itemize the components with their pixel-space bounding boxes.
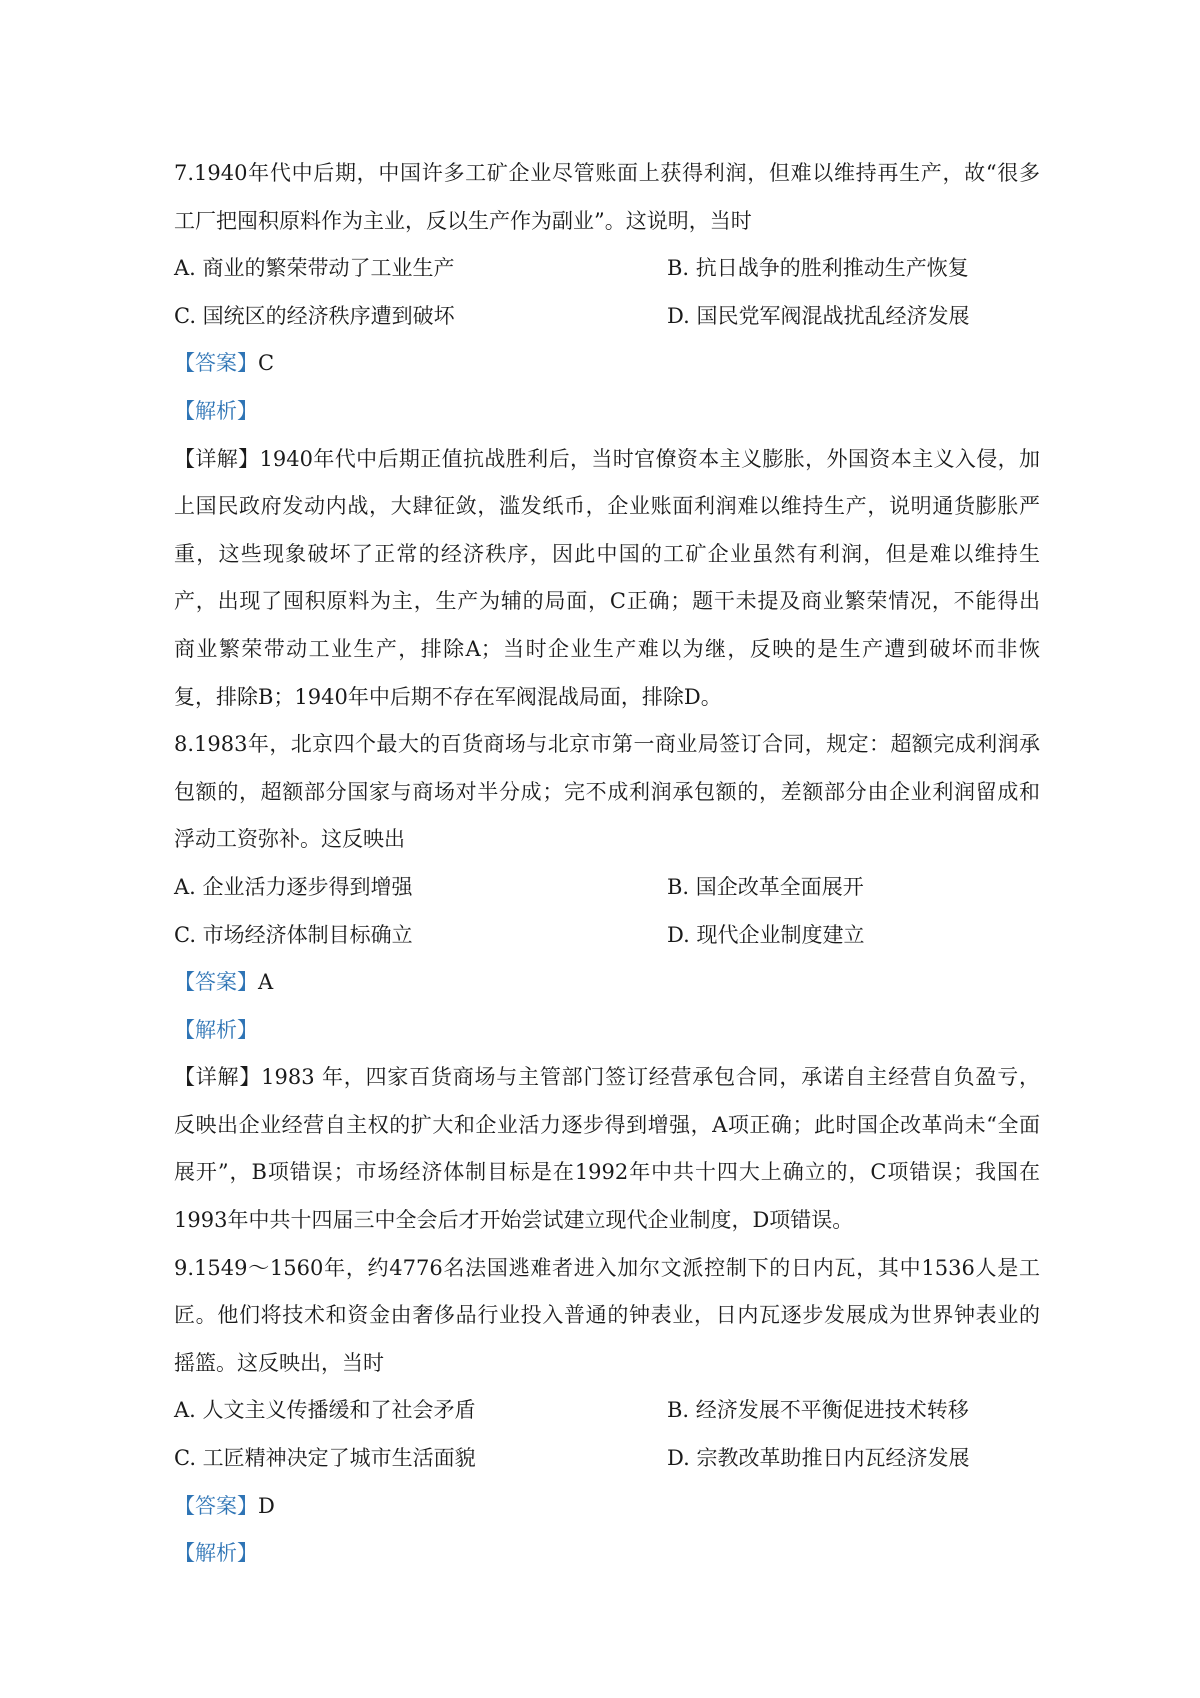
detail-line: 商业繁荣带动工业生产，排除A；当时企业生产难以为继，反映的是生产遭到破坏而非恢	[174, 636, 1040, 661]
option-row	[174, 864, 1040, 912]
detail-line	[174, 1054, 1040, 1102]
option-row	[174, 293, 1040, 341]
answer-tag: 【答案】	[174, 1493, 258, 1518]
answer-line	[174, 340, 1040, 388]
question-stem-line: 7.1940年代中后期，中国许多工矿企业尽管账面上获得利润，但难以维持再生产，故“很多	[174, 161, 1040, 185]
question-stem-line: 包额的，超额部分国家与商场对半分成；完不成利润承包额的，差额部分由企业利润留成和	[174, 779, 1040, 804]
option-row	[174, 1435, 1040, 1483]
option-c: C. 市场经济体制目标确立	[174, 922, 413, 947]
option-a: A. 企业活力逐步得到增强	[174, 874, 413, 899]
option-row	[174, 912, 1040, 960]
question-8	[174, 721, 1040, 1245]
option-c: C. 国统区的经济秩序遭到破坏	[174, 303, 455, 328]
detail-line: 上国民政府发动内战，大肆征敛，滥发纸币，企业账面利润难以维持生产，说明通货膨胀严	[174, 494, 1040, 519]
detail-line: 1993年中共十四届三中全会后才开始尝试建立现代企业制度，D项错误。	[174, 1208, 854, 1233]
question-stem-line: 9.1549～1560年，约4776名法国逃难者进入加尔文派控制下的日内瓦，其中1536人是工	[174, 1255, 1040, 1280]
answer-line	[174, 959, 1040, 1007]
option-d: D. 国民党军阀混战扰乱经济发展	[667, 303, 970, 328]
detail-tag: 【详解】	[174, 1065, 262, 1090]
question-stem-line: 工厂把囤积原料作为主业，反以生产作为副业”。这说明，当时	[174, 208, 752, 233]
option-a: A. 商业的繁荣带动了工业生产	[174, 256, 455, 281]
analysis-line	[174, 1530, 1040, 1578]
answer-value: D	[258, 1493, 275, 1518]
analysis-line	[174, 388, 1040, 436]
answer-value: A	[258, 970, 274, 995]
option-b: B. 国企改革全面展开	[667, 874, 864, 899]
question-stem-line: 浮动工资弥补。这反映出	[174, 827, 405, 852]
page-content	[174, 150, 1040, 1578]
question-7	[174, 150, 1040, 721]
detail-text: 1983 年，四家百货商场与主管部门签订经营承包合同，承诺自主经营自负盈亏，	[261, 1065, 1040, 1090]
detail-text: 1940年代中后期正值抗战胜利后，当时官僚资本主义膨胀，外国资本主义入侵，加	[259, 446, 1040, 471]
detail-line	[174, 436, 1040, 484]
analysis-tag: 【解析】	[174, 1017, 258, 1042]
detail-line: 重，这些现象破坏了正常的经济秩序，因此中国的工矿企业虽然有利润，但是难以维持生	[174, 541, 1040, 566]
detail-line: 展开”，B项错误；市场经济体制目标是在1992年中共十四大上确立的，C项错误；我国在	[174, 1160, 1040, 1185]
option-d: D. 宗教改革助推日内瓦经济发展	[667, 1446, 970, 1471]
option-b: B. 经济发展不平衡促进技术转移	[667, 1398, 969, 1423]
analysis-tag: 【解析】	[174, 398, 258, 423]
option-d: D. 现代企业制度建立	[667, 922, 865, 947]
option-row	[174, 1387, 1040, 1435]
question-stem-line: 匠。他们将技术和资金由奢侈品行业投入普通的钟表业，日内瓦逐步发展成为世界钟表业的	[174, 1303, 1040, 1328]
option-a: A. 人文主义传播缓和了社会矛盾	[174, 1398, 476, 1423]
answer-line	[174, 1483, 1040, 1531]
answer-tag: 【答案】	[174, 351, 258, 376]
question-9	[174, 1245, 1040, 1578]
question-stem-line: 8.1983年，北京四个最大的百货商场与北京市第一商业局签订合同，规定：超额完成利润承	[174, 732, 1040, 757]
detail-line: 反映出企业经营自主权的扩大和企业活力逐步得到增强，A项正确；此时国企改革尚未“全面	[174, 1112, 1040, 1137]
detail-line: 产，出现了囤积原料为主，生产为辅的局面，C正确；题干未提及商业繁荣情况，不能得出	[174, 589, 1040, 614]
detail-line: 复，排除B；1940年中后期不存在军阀混战局面，排除D。	[174, 684, 722, 709]
analysis-tag: 【解析】	[174, 1541, 258, 1566]
answer-tag: 【答案】	[174, 970, 258, 995]
option-b: B. 抗日战争的胜利推动生产恢复	[667, 256, 969, 281]
question-stem-line: 摇篮。这反映出，当时	[174, 1350, 384, 1375]
detail-tag: 【详解】	[174, 446, 260, 471]
option-c: C. 工匠精神决定了城市生活面貌	[174, 1446, 476, 1471]
answer-value: C	[258, 351, 275, 376]
analysis-line	[174, 1007, 1040, 1055]
option-row	[174, 245, 1040, 293]
